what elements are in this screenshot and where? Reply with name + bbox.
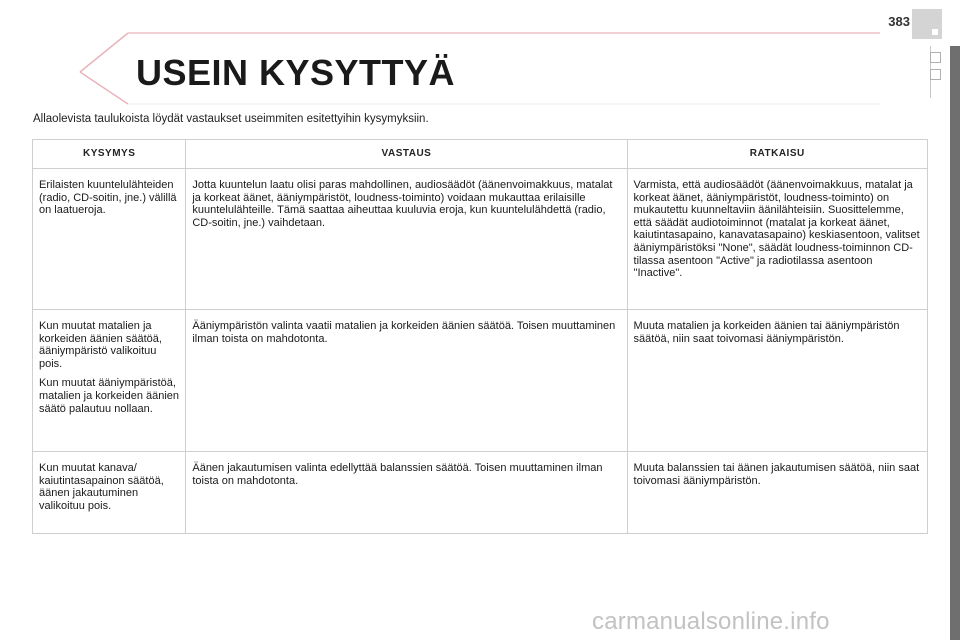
intro-text: Allaolevista taulukoista löydät vastaukset useimmiten esitettyihin kysymyksiin. <box>33 113 429 125</box>
question-text: Erilaisten kuuntelulähteiden (radio, CD-soitin, jne.) välillä on laatueroja. <box>39 179 177 217</box>
solution-cell: Varmista, että audiosäädöt (äänenvoimakkuus, matalat ja korkeat äänet, ääniympäristöt, loudness-toiminto) on mukautettu kuunneltaviin äänilähteisiin. Suosittelemme, että säädät audiotoiminnot (matalat ja korkeat äänet, kaiutintasapaino, kanavatasapaino) keskiasentoon, valitset ääniympäristöksi "None", säädät loudness-toiminnon CD-tilassa asentoon "Active" ja radiotilassa asentoon "Inactive". <box>627 169 927 310</box>
question-cell <box>33 169 186 310</box>
watermark-text: carmanualsonline.info <box>592 608 830 635</box>
header-answer: VASTAUS <box>186 140 627 169</box>
title-bracket-upper <box>80 33 128 72</box>
solution-cell: Muuta balanssien tai äänen jakautumisen säätöä, niin saat toivomasi ääniympäristön. <box>627 452 927 534</box>
header-question: KYSYMYS <box>33 140 186 169</box>
page-number: 383 <box>888 14 910 29</box>
faq-table <box>32 139 928 534</box>
side-bar <box>950 46 960 640</box>
table-header-row <box>33 140 928 169</box>
table-row <box>33 310 928 452</box>
title-bracket-lower <box>80 72 128 104</box>
answer-cell: Ääniympäristön valinta vaatii matalien ja korkeiden äänien säätöä. Toisen muuttaminen ilman toista on mahdotonta. <box>186 310 627 452</box>
table-row <box>33 452 928 534</box>
answer-cell: Jotta kuuntelun laatu olisi paras mahdollinen, audiosäädöt (äänenvoimakkuus, matalat ja korkeat äänet, ääniympäristöt, loudness-toiminto) voidaan mukauttaa erilaisille kuuntelulähteille. Tämä saattaa aiheuttaa kuuluvia eroja, kun kuuntelulähdettä (radio, CD-soitin, jne.) vaihdetaan. <box>186 169 627 310</box>
question-text: Kun muutat matalien ja korkeiden äänien säätöä, ääniympäristö valikoituu pois. <box>39 320 162 370</box>
page-title: USEIN KYSYTTYÄ <box>136 52 456 93</box>
header-solution: RATKAISU <box>627 140 927 169</box>
question-text: Kun muutat ääniympäristöä, matalien ja korkeiden äänien säätö palautuu nollaan. <box>39 377 180 415</box>
question-text: Kun muutat kanava/ kaiutintasapainon säätöä, äänen jakautuminen valikoituu pois. <box>39 462 164 512</box>
question-cell <box>33 452 186 534</box>
title-banner <box>0 0 960 110</box>
table-row <box>33 169 928 310</box>
question-cell <box>33 310 186 452</box>
answer-cell: Äänen jakautumisen valinta edellyttää balanssien säätöä. Toisen muuttaminen ilman toista on mahdotonta. <box>186 452 627 534</box>
solution-cell: Muuta matalien ja korkeiden äänien tai ääniympäristön säätöä, niin saat toivomasi ääniympäristön. <box>627 310 927 452</box>
